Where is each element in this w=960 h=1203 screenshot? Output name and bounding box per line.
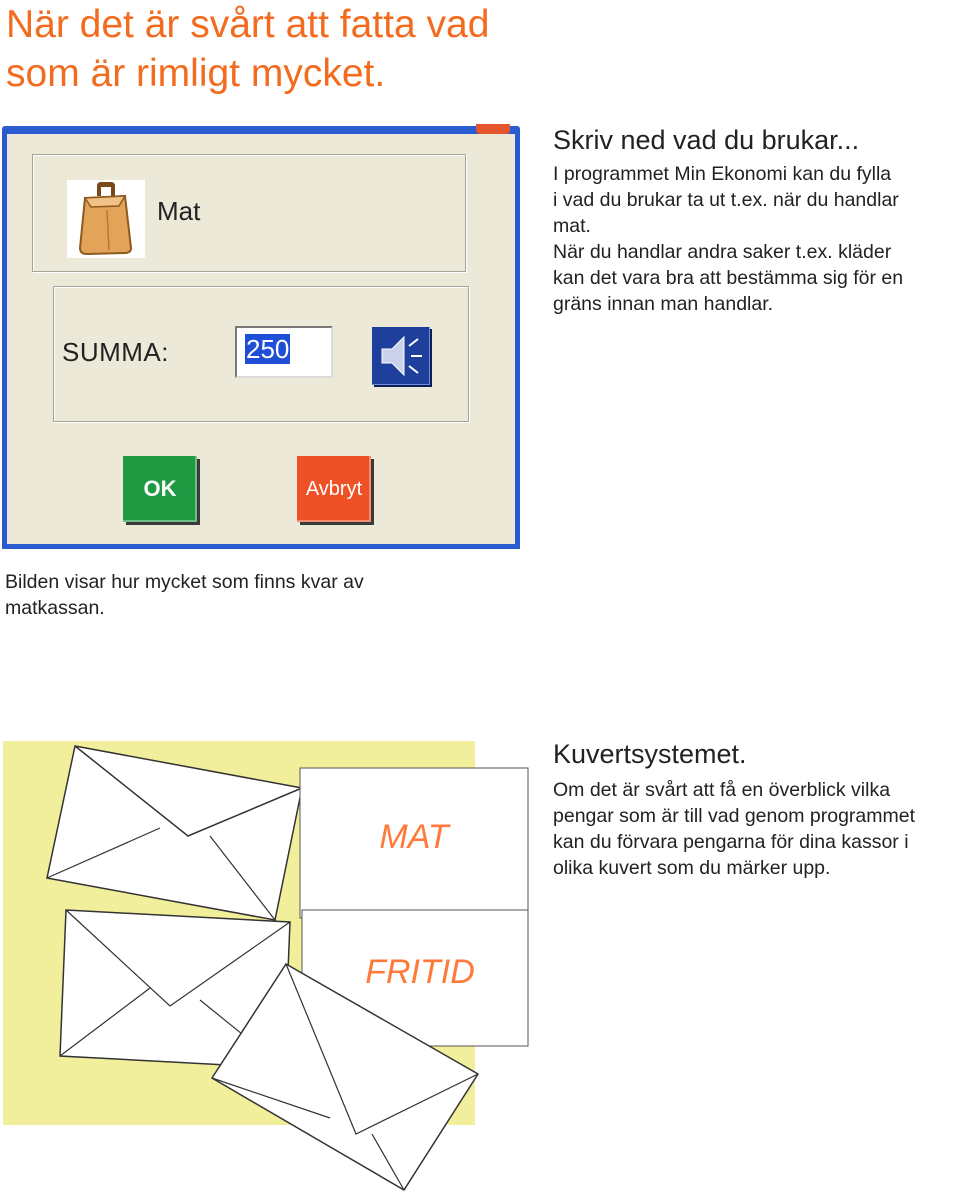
- app-window: [2, 126, 520, 549]
- card-label-mat: MAT: [379, 818, 449, 856]
- caption-line: matkassan.: [5, 597, 105, 619]
- shopping-bag-icon: [67, 180, 145, 258]
- ok-button[interactable]: OK: [123, 456, 197, 522]
- card-mat: [300, 768, 528, 918]
- app-caption: [5, 569, 364, 621]
- cancel-button[interactable]: Avbryt: [297, 456, 371, 522]
- category-tile[interactable]: [67, 180, 145, 258]
- intro-line: kan det vara bra att bestämma sig för en: [553, 267, 904, 289]
- intro-line: i vad du brukar ta ut t.ex. när du handlar: [553, 189, 899, 211]
- kuvert-line: kan du förvara pengarna för dina kassor i: [553, 831, 909, 853]
- kuvert-line: Om det är svårt att få en överblick vilka: [553, 779, 891, 801]
- intro-line: När du handlar andra saker t.ex. kläder: [553, 241, 892, 263]
- intro-line: mat.: [553, 215, 591, 237]
- caption-line: Bilden visar hur mycket som finns kvar av: [5, 571, 364, 593]
- dialog-body: [7, 134, 515, 544]
- sum-value: 250: [246, 334, 290, 364]
- sum-input[interactable]: [235, 326, 333, 378]
- intro-title: Skriv ned vad du brukar...: [553, 125, 860, 155]
- kuvert-text: [553, 777, 915, 881]
- window-close-button[interactable]: [476, 124, 510, 134]
- page-heading: [6, 0, 626, 98]
- envelopes-illustration: [0, 738, 540, 1203]
- intro-line: I programmet Min Ekonomi kan du fylla: [553, 163, 892, 185]
- heading-line-1: När det är svårt att fatta vad: [6, 3, 490, 46]
- speaker-button[interactable]: [372, 327, 430, 385]
- category-label: Mat: [157, 196, 201, 226]
- kuvert-line: olika kuvert som du märker upp.: [553, 857, 831, 879]
- kuvert-title: Kuvertsystemet.: [553, 739, 747, 769]
- heading-line-2: som är rimligt mycket.: [6, 52, 386, 95]
- kuvert-line: pengar som är till vad genom programmet: [553, 805, 915, 827]
- card-label-fritid: FRITID: [365, 953, 475, 991]
- sum-label: SUMMA:: [62, 337, 169, 367]
- intro-text: [553, 161, 903, 317]
- speaker-icon: [372, 327, 430, 385]
- intro-line: gräns innan man handlar.: [553, 293, 774, 315]
